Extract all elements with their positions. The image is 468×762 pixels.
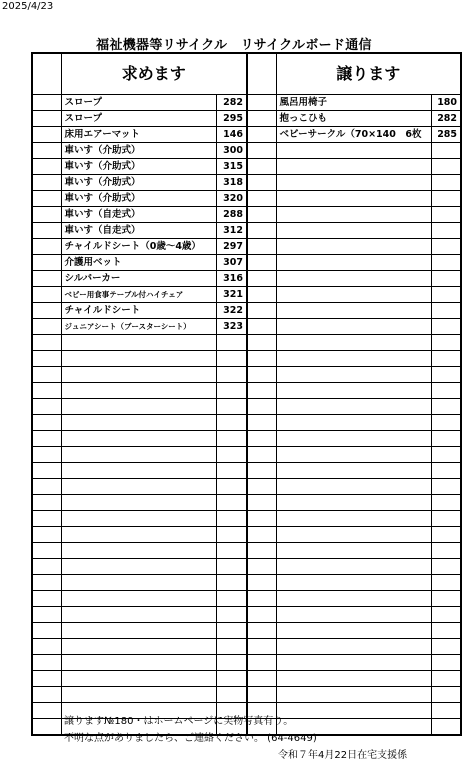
want-item-number: 323 <box>216 319 247 335</box>
table-row <box>32 383 461 399</box>
footer-note-photo: 譲ります№180・はホームページに実物写真有り。 <box>64 716 294 727</box>
want-item-number <box>216 399 247 415</box>
row-blank-right <box>247 303 276 319</box>
want-item-name <box>61 351 216 367</box>
give-item-number <box>431 303 461 319</box>
row-blank-right <box>247 671 276 687</box>
row-blank-left <box>32 703 61 719</box>
row-blank-left <box>32 95 61 111</box>
want-item-name: 車いす（自走式） <box>61 207 216 223</box>
board-body <box>32 53 461 735</box>
row-blank-right <box>247 559 276 575</box>
table-row <box>32 559 461 575</box>
give-item-number <box>431 335 461 351</box>
give-item-number <box>431 623 461 639</box>
table-row <box>32 399 461 415</box>
give-item-name <box>276 655 431 671</box>
give-item-number <box>431 639 461 655</box>
give-item-number <box>431 287 461 303</box>
table-row <box>32 495 461 511</box>
row-blank-left <box>32 639 61 655</box>
want-item-number <box>216 447 247 463</box>
give-item-name <box>276 463 431 479</box>
give-item-number <box>431 415 461 431</box>
want-item-number: 282 <box>216 95 247 111</box>
want-item-number <box>216 495 247 511</box>
row-blank-left <box>32 655 61 671</box>
want-item-number <box>216 415 247 431</box>
want-item-name: スロープ <box>61 95 216 111</box>
footer-note-contact: 不明な点がありましたら、ご連絡ください。 (64-4649) <box>64 733 317 744</box>
give-item-name <box>276 607 431 623</box>
give-item-number <box>431 559 461 575</box>
give-item-number <box>431 431 461 447</box>
give-item-name <box>276 639 431 655</box>
row-blank-right <box>247 191 276 207</box>
table-row <box>32 95 461 111</box>
want-item-name <box>61 527 216 543</box>
give-header: 譲ります <box>276 53 461 95</box>
row-blank-left <box>32 223 61 239</box>
want-item-number <box>216 575 247 591</box>
want-item-name: チャイルドシート <box>61 303 216 319</box>
want-item-name <box>61 559 216 575</box>
want-item-number <box>216 639 247 655</box>
row-blank-right <box>247 607 276 623</box>
row-blank-left <box>32 559 61 575</box>
row-blank-right <box>247 431 276 447</box>
table-row <box>32 527 461 543</box>
give-item-name <box>276 479 431 495</box>
give-item-name <box>276 191 431 207</box>
give-item-name <box>276 223 431 239</box>
want-item-name <box>61 495 216 511</box>
want-item-name <box>61 511 216 527</box>
table-row <box>32 303 461 319</box>
table-row <box>32 223 461 239</box>
give-item-name <box>276 367 431 383</box>
give-item-name <box>276 303 431 319</box>
give-item-name <box>276 687 431 703</box>
want-item-name <box>61 575 216 591</box>
want-item-number <box>216 623 247 639</box>
row-blank-left <box>32 719 61 736</box>
row-blank-right <box>247 527 276 543</box>
row-blank-left <box>32 623 61 639</box>
want-item-number <box>216 687 247 703</box>
give-item-number <box>431 207 461 223</box>
table-row <box>32 143 461 159</box>
want-item-name: 車いす（介助式） <box>61 159 216 175</box>
table-row <box>32 111 461 127</box>
want-item-name <box>61 591 216 607</box>
row-blank-left <box>32 527 61 543</box>
want-item-name: 床用エアーマット <box>61 127 216 143</box>
give-item-number <box>431 671 461 687</box>
want-item-name <box>61 367 216 383</box>
row-blank-left <box>32 303 61 319</box>
give-item-name <box>276 255 431 271</box>
want-item-name: ベビー用食事テーブル付ハイチェア <box>61 287 216 303</box>
want-item-name: 車いす（介助式） <box>61 143 216 159</box>
table-row <box>32 431 461 447</box>
give-item-name: 抱っこひも <box>276 111 431 127</box>
row-blank-right <box>247 591 276 607</box>
row-blank-right <box>247 95 276 111</box>
want-item-name <box>61 479 216 495</box>
give-item-name <box>276 271 431 287</box>
give-item-name: 風呂用椅子 <box>276 95 431 111</box>
table-row <box>32 575 461 591</box>
row-blank-left <box>32 463 61 479</box>
give-item-number: 282 <box>431 111 461 127</box>
want-item-name <box>61 463 216 479</box>
want-item-name: 車いす（介助式） <box>61 191 216 207</box>
table-row <box>32 607 461 623</box>
give-item-number <box>431 687 461 703</box>
want-header: 求めます <box>61 53 247 95</box>
want-item-number: 297 <box>216 239 247 255</box>
row-blank-left <box>32 207 61 223</box>
give-item-name <box>276 159 431 175</box>
table-row <box>32 447 461 463</box>
table-row <box>32 415 461 431</box>
table-row <box>32 639 461 655</box>
want-item-name: 車いす（介助式） <box>61 175 216 191</box>
want-item-number: 288 <box>216 207 247 223</box>
want-item-number: 300 <box>216 143 247 159</box>
row-blank-left <box>32 319 61 335</box>
give-item-name <box>276 671 431 687</box>
want-item-name <box>61 383 216 399</box>
give-item-name <box>276 175 431 191</box>
row-blank-left <box>32 239 61 255</box>
row-blank-right <box>247 175 276 191</box>
want-item-name <box>61 431 216 447</box>
want-item-number: 321 <box>216 287 247 303</box>
row-blank-left <box>32 271 61 287</box>
row-blank-left <box>32 591 61 607</box>
give-item-name <box>276 447 431 463</box>
row-blank-left <box>32 111 61 127</box>
row-blank-left <box>32 383 61 399</box>
give-item-number <box>431 463 461 479</box>
want-item-number: 307 <box>216 255 247 271</box>
row-blank-right <box>247 287 276 303</box>
give-item-name <box>276 335 431 351</box>
give-item-number <box>431 367 461 383</box>
row-blank-right <box>247 111 276 127</box>
want-item-number <box>216 671 247 687</box>
want-item-number <box>216 463 247 479</box>
give-item-name <box>276 511 431 527</box>
give-item-name <box>276 623 431 639</box>
give-item-number <box>431 191 461 207</box>
row-blank-right <box>247 383 276 399</box>
page-title: 福祉機器等リサイクル リサイクルボード通信 <box>96 38 372 53</box>
give-item-name <box>276 495 431 511</box>
row-blank-left <box>32 335 61 351</box>
want-item-name: スロープ <box>61 111 216 127</box>
give-item-number <box>431 703 461 719</box>
give-item-number <box>431 271 461 287</box>
give-item-number <box>431 591 461 607</box>
row-blank-right <box>247 335 276 351</box>
give-item-number <box>431 159 461 175</box>
want-item-number: 315 <box>216 159 247 175</box>
recycle-board-table <box>31 52 462 736</box>
row-blank-right <box>247 463 276 479</box>
row-blank-left <box>32 159 61 175</box>
row-blank-left <box>32 143 61 159</box>
row-blank-right <box>247 623 276 639</box>
want-item-number <box>216 559 247 575</box>
give-item-number <box>431 655 461 671</box>
table-row <box>32 655 461 671</box>
want-item-number <box>216 351 247 367</box>
want-item-name <box>61 623 216 639</box>
want-item-name <box>61 335 216 351</box>
want-item-number: 318 <box>216 175 247 191</box>
row-blank-left <box>32 399 61 415</box>
table-row <box>32 207 461 223</box>
row-blank-right <box>247 511 276 527</box>
row-blank-left <box>32 191 61 207</box>
give-item-name <box>276 319 431 335</box>
want-item-number <box>216 543 247 559</box>
table-row <box>32 319 461 335</box>
want-item-number <box>216 511 247 527</box>
give-item-name <box>276 543 431 559</box>
want-item-number <box>216 335 247 351</box>
table-row <box>32 239 461 255</box>
want-item-name: ジュニアシート（ブースターシート） <box>61 319 216 335</box>
row-blank-left <box>32 687 61 703</box>
give-item-number <box>431 527 461 543</box>
want-item-name <box>61 415 216 431</box>
give-item-number <box>431 575 461 591</box>
give-item-number <box>431 239 461 255</box>
row-blank-left <box>32 543 61 559</box>
want-item-name <box>61 607 216 623</box>
table-row <box>32 255 461 271</box>
table-row <box>32 511 461 527</box>
want-item-name <box>61 543 216 559</box>
give-item-name <box>276 207 431 223</box>
give-item-name <box>276 591 431 607</box>
give-item-number <box>431 319 461 335</box>
row-blank-right <box>247 271 276 287</box>
row-blank-right <box>247 351 276 367</box>
want-item-name <box>61 639 216 655</box>
want-item-name <box>61 447 216 463</box>
row-blank-left <box>32 575 61 591</box>
want-item-number <box>216 431 247 447</box>
row-blank-right <box>247 239 276 255</box>
give-item-number <box>431 543 461 559</box>
table-row <box>32 159 461 175</box>
footer-issuer: 令和７年4月22日在宅支援係 <box>278 750 408 761</box>
table-row <box>32 367 461 383</box>
row-blank-right <box>247 655 276 671</box>
give-item-number <box>431 383 461 399</box>
table-row <box>32 287 461 303</box>
want-item-name: 車いす（自走式） <box>61 223 216 239</box>
header-row <box>32 53 461 95</box>
give-item-name <box>276 575 431 591</box>
want-item-number <box>216 383 247 399</box>
row-blank-left <box>32 447 61 463</box>
row-blank-right <box>247 319 276 335</box>
want-item-name: チャイルドシート（0歳～4歳） <box>61 239 216 255</box>
give-item-number <box>431 351 461 367</box>
row-blank-left <box>32 255 61 271</box>
want-item-name <box>61 399 216 415</box>
give-item-number <box>431 479 461 495</box>
give-item-number <box>431 255 461 271</box>
table-row <box>32 191 461 207</box>
give-item-name <box>276 399 431 415</box>
want-item-number: 295 <box>216 111 247 127</box>
row-blank-right <box>247 159 276 175</box>
want-item-name <box>61 671 216 687</box>
table-row <box>32 623 461 639</box>
want-item-name: シルバーカー <box>61 271 216 287</box>
row-blank-left <box>32 511 61 527</box>
give-item-number <box>431 399 461 415</box>
want-item-number: 312 <box>216 223 247 239</box>
table-row <box>32 463 461 479</box>
table-row <box>32 127 461 143</box>
give-item-number <box>431 511 461 527</box>
row-blank-right <box>247 255 276 271</box>
row-blank-left <box>32 175 61 191</box>
print-date: 2025/4/23 <box>2 1 54 12</box>
row-blank-right <box>247 207 276 223</box>
row-blank-right <box>247 495 276 511</box>
row-blank-left <box>32 495 61 511</box>
want-item-number <box>216 479 247 495</box>
want-item-number: 322 <box>216 303 247 319</box>
row-blank-right <box>247 447 276 463</box>
row-blank-right <box>247 367 276 383</box>
table-row <box>32 175 461 191</box>
give-item-number <box>431 175 461 191</box>
row-blank-left <box>32 607 61 623</box>
want-item-number: 146 <box>216 127 247 143</box>
row-blank-right <box>247 127 276 143</box>
table-row <box>32 671 461 687</box>
row-blank-right <box>247 575 276 591</box>
row-blank-right <box>247 223 276 239</box>
want-item-number <box>216 591 247 607</box>
want-item-name <box>61 687 216 703</box>
give-item-number <box>431 495 461 511</box>
give-item-number <box>431 223 461 239</box>
want-item-name: 介護用ベット <box>61 255 216 271</box>
table-row <box>32 591 461 607</box>
row-blank-left <box>32 367 61 383</box>
give-item-number <box>431 719 461 736</box>
give-item-name <box>276 559 431 575</box>
give-item-name <box>276 383 431 399</box>
table-row <box>32 271 461 287</box>
table-row <box>32 335 461 351</box>
give-item-name <box>276 287 431 303</box>
row-blank-left <box>32 431 61 447</box>
give-item-name <box>276 527 431 543</box>
table-row <box>32 687 461 703</box>
give-item-number: 180 <box>431 95 461 111</box>
want-item-number <box>216 607 247 623</box>
give-item-name <box>276 415 431 431</box>
table-row <box>32 543 461 559</box>
give-item-name <box>276 431 431 447</box>
give-item-name <box>276 703 431 719</box>
row-blank-right <box>247 543 276 559</box>
row-blank-left <box>32 479 61 495</box>
row-blank-right <box>247 415 276 431</box>
give-item-number: 285 <box>431 127 461 143</box>
give-item-number <box>431 607 461 623</box>
give-item-name <box>276 143 431 159</box>
table-row <box>32 479 461 495</box>
header-blank-right <box>247 53 276 95</box>
row-blank-right <box>247 639 276 655</box>
row-blank-right <box>247 687 276 703</box>
header-blank-left <box>32 53 61 95</box>
want-item-number: 320 <box>216 191 247 207</box>
row-blank-left <box>32 671 61 687</box>
want-item-number: 316 <box>216 271 247 287</box>
give-item-number <box>431 447 461 463</box>
want-item-name <box>61 655 216 671</box>
row-blank-right <box>247 479 276 495</box>
row-blank-right <box>247 143 276 159</box>
row-blank-left <box>32 351 61 367</box>
give-item-name <box>276 239 431 255</box>
give-item-name: ベビーサークル（70×140 6枚 <box>276 127 431 143</box>
give-item-number <box>431 143 461 159</box>
want-item-number <box>216 367 247 383</box>
want-item-number <box>216 655 247 671</box>
row-blank-right <box>247 399 276 415</box>
table-row <box>32 351 461 367</box>
row-blank-left <box>32 287 61 303</box>
want-item-number <box>216 527 247 543</box>
row-blank-left <box>32 415 61 431</box>
give-item-name <box>276 351 431 367</box>
row-blank-left <box>32 127 61 143</box>
